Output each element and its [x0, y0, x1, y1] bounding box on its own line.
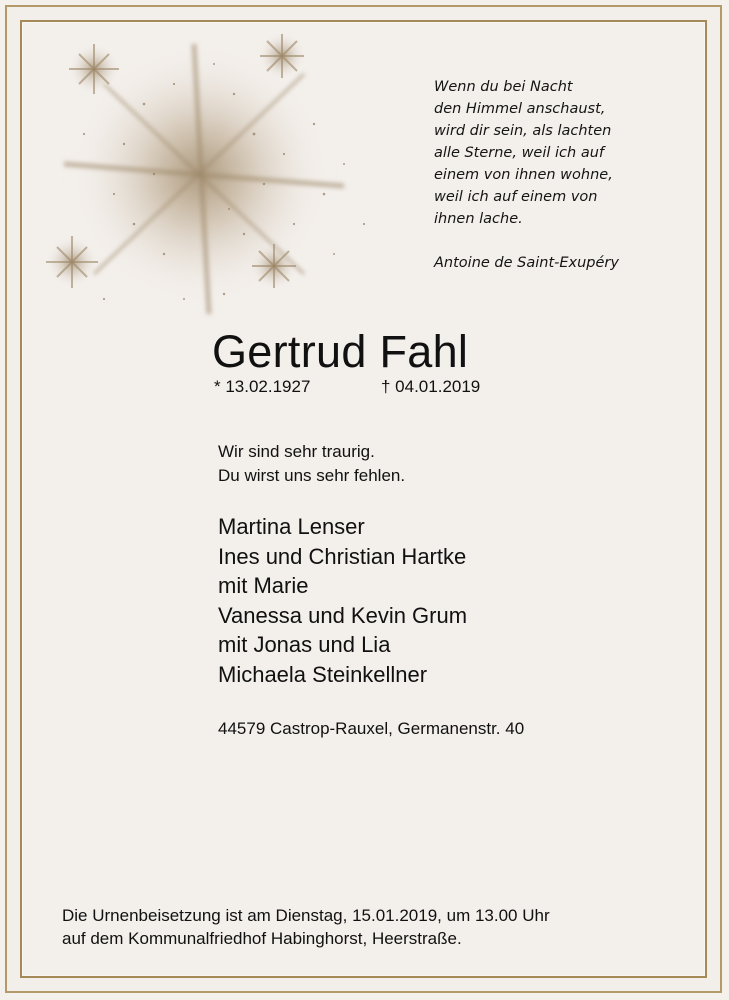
message-line: Wir sind sehr traurig.: [218, 442, 375, 461]
quote-line: ihnen lache.: [434, 211, 523, 227]
quote-block: [434, 76, 694, 274]
birth-date: * 13.02.1927: [214, 377, 311, 396]
mourning-message: [218, 440, 405, 488]
life-dates: [214, 376, 481, 398]
quote-line: Wenn du bei Nacht: [434, 79, 573, 95]
mourner-entry: mit Marie: [218, 573, 309, 598]
quote-line: alle Sterne, weil ich auf: [434, 145, 604, 161]
message-line: Du wirst uns sehr fehlen.: [218, 466, 406, 485]
funeral-line: auf dem Kommunalfriedhof Habinghorst, Heerstraße.: [62, 929, 462, 948]
funeral-notice: [62, 904, 550, 950]
mourners-list: [218, 512, 467, 689]
deceased-name: Gertrud Fahl: [212, 326, 469, 377]
funeral-line: Die Urnenbeisetzung ist am Dienstag, 15.01.2019, um 13.00 Uhr: [62, 906, 550, 925]
mourner-entry: Michaela Steinkellner: [218, 661, 428, 687]
mourner-entry: Martina Lenser: [218, 514, 365, 539]
quote-line: einem von ihnen wohne,: [434, 167, 613, 183]
quote-line: den Himmel anschaust,: [434, 101, 606, 117]
family-address: 44579 Castrop-Rauxel, Germanenstr. 40: [218, 719, 525, 738]
quote-line: wird dir sein, als lachten: [434, 123, 612, 139]
mourner-entry: Ines und Christian Hartke: [218, 543, 467, 569]
quote-line: weil ich auf einem von: [434, 189, 598, 205]
death-date: † 04.01.2019: [381, 377, 481, 396]
quote-author: Antoine de Saint-Exupéry: [434, 255, 619, 271]
mourner-entry: Vanessa und Kevin Grum: [218, 602, 468, 628]
mourner-entry: mit Jonas und Lia: [218, 632, 391, 657]
